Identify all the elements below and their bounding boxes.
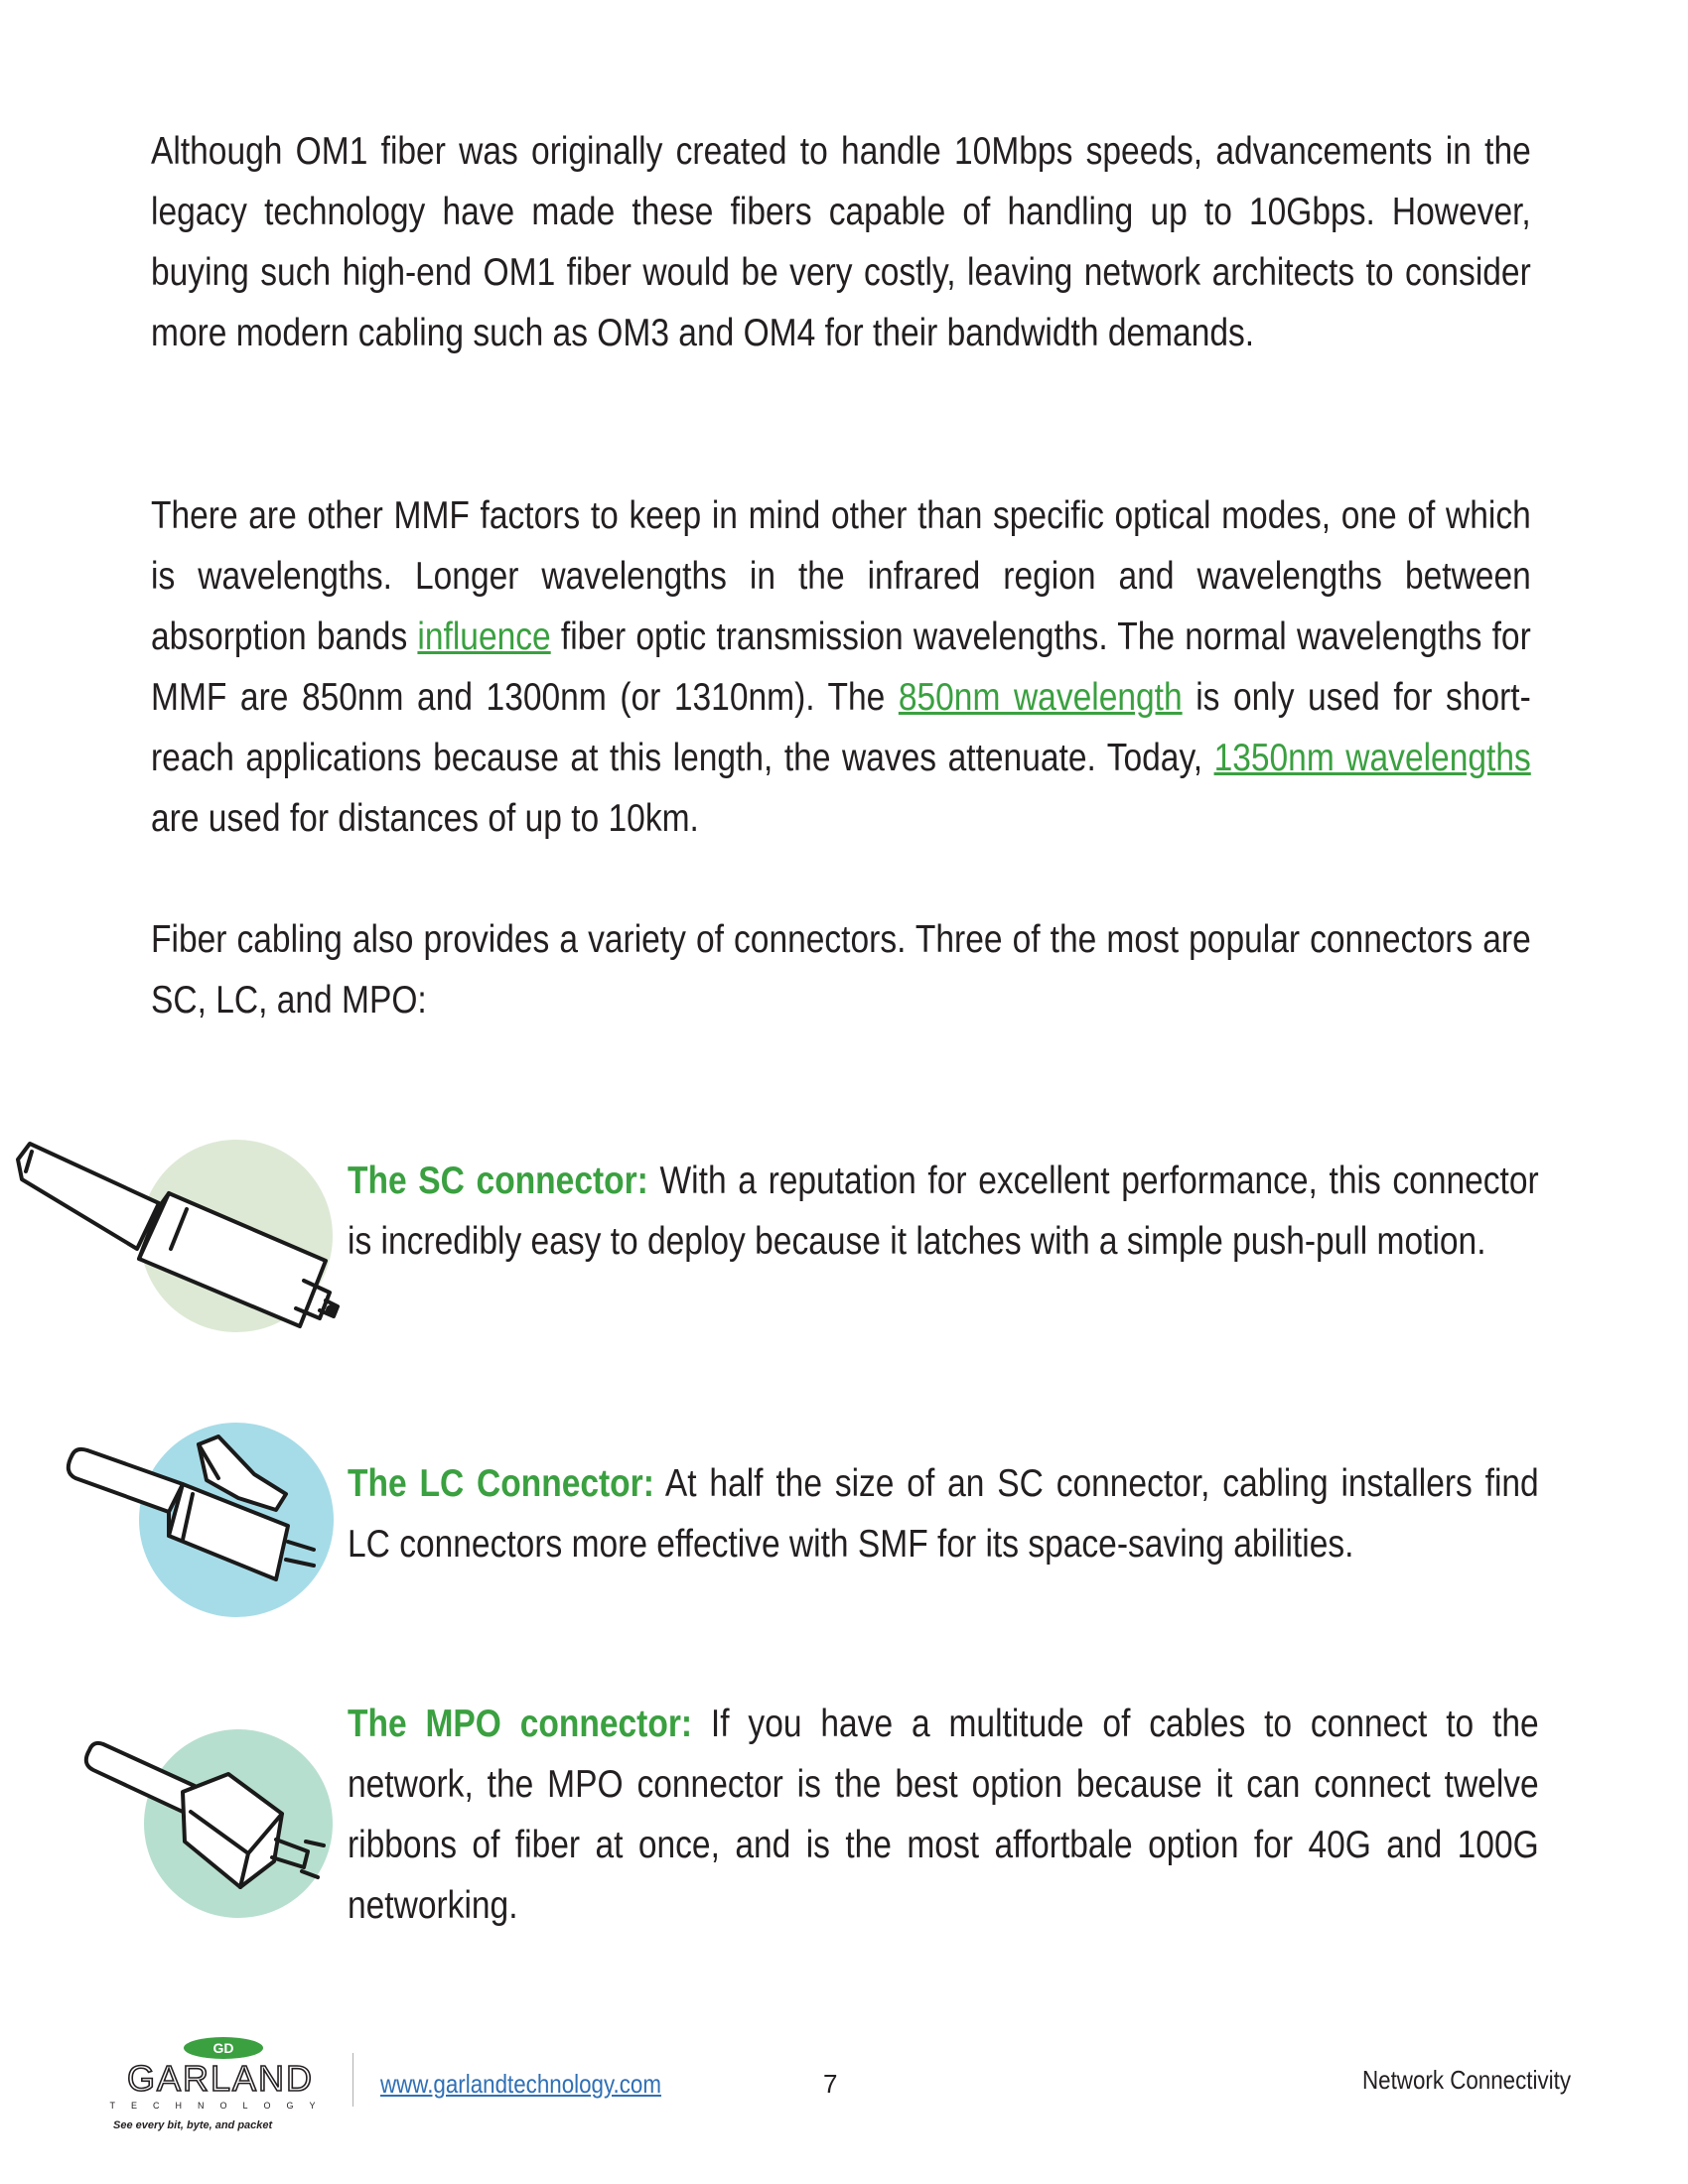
page-footer <box>0 2025 1688 2174</box>
svg-text:GD: GD <box>212 2040 234 2056</box>
link-1350nm-wavelengths[interactable]: 1350nm wavelengths <box>1213 737 1531 779</box>
paragraph-wavelengths <box>151 485 1531 849</box>
lc-connector-title: The LC Connector: <box>348 1462 654 1505</box>
footer-divider <box>352 2053 353 2107</box>
mpo-connector-body: If you have a multitude of cables to connect to the network, the MPO connector is the best option because it can connect twelve ribbons of fiber at once, and is the most affortbale option for 40G and 100G networking. <box>348 1703 1539 1927</box>
mpo-connector-title: The MPO connector: <box>348 1703 693 1745</box>
svg-text:TECHNOLOGY: TECHNOLOGY <box>109 2101 332 2111</box>
paragraph-text: There are other MMF factors to keep in mind other than specific optical modes, one of which is wavelengths. Longer wavelengths in the infrared region and wavelengths between absorption bands <box>151 494 1531 658</box>
lc-connector-body: At half the size of an SC connector, cabling installers find LC connectors more effective with SMF for its space-saving abilities. <box>348 1462 1539 1566</box>
svg-text:GARLAND: GARLAND <box>126 2058 315 2099</box>
paragraph-connectors-intro: Fiber cabling also provides a variety of connectors. Three of the most popular connectors are SC, LC, and MPO: <box>151 918 1531 1022</box>
mpo-connector-description <box>348 1694 1539 1936</box>
sc-connector-title: The SC connector: <box>348 1160 648 1202</box>
footer-website-link[interactable]: www.garlandtechnology.com <box>380 2069 661 2099</box>
mpo-connector-icon <box>79 1712 348 1921</box>
svg-text:See every bit, byte, and packe: See every bit, byte, and packet <box>113 2119 273 2131</box>
paragraph-om1: Although OM1 fiber was originally created to handle 10Mbps speeds, advancements in the legacy technology have made these fibers capable of handling up to 10Gbps. However, buying such high-end OM1 fiber would be very costly, leaving network architects to consider more modern cabling such as OM3 and OM4 for their bandwidth demands. <box>151 130 1531 354</box>
lc-connector-description <box>348 1453 1539 1574</box>
section-title: Network Connectivity <box>1362 2065 1572 2095</box>
paragraph-text: are used for distances of up to 10km. <box>151 797 699 840</box>
paragraph-text: fiber optic transmission wavelengths. The normal wavelengths for MMF are 850nm and 1300nm (or 1310nm). The <box>151 615 1531 719</box>
sc-connector-icon <box>10 1132 348 1355</box>
sc-connector-description <box>348 1151 1539 1272</box>
link-850nm-wavelength[interactable]: 850nm wavelength <box>898 676 1183 719</box>
sc-connector-body: With a reputation for excellent performance, this connector is incredibly easy to deploy because it latches with a simple push-pull motion. <box>348 1160 1539 1263</box>
link-influence[interactable]: influence <box>417 615 551 658</box>
garland-logo <box>99 2037 343 2146</box>
paragraph-text: is only used for short-reach applications because at this length, the waves attenuate. Today, <box>151 676 1531 779</box>
page-number: 7 <box>823 2069 838 2099</box>
lc-connector-icon <box>60 1415 348 1623</box>
